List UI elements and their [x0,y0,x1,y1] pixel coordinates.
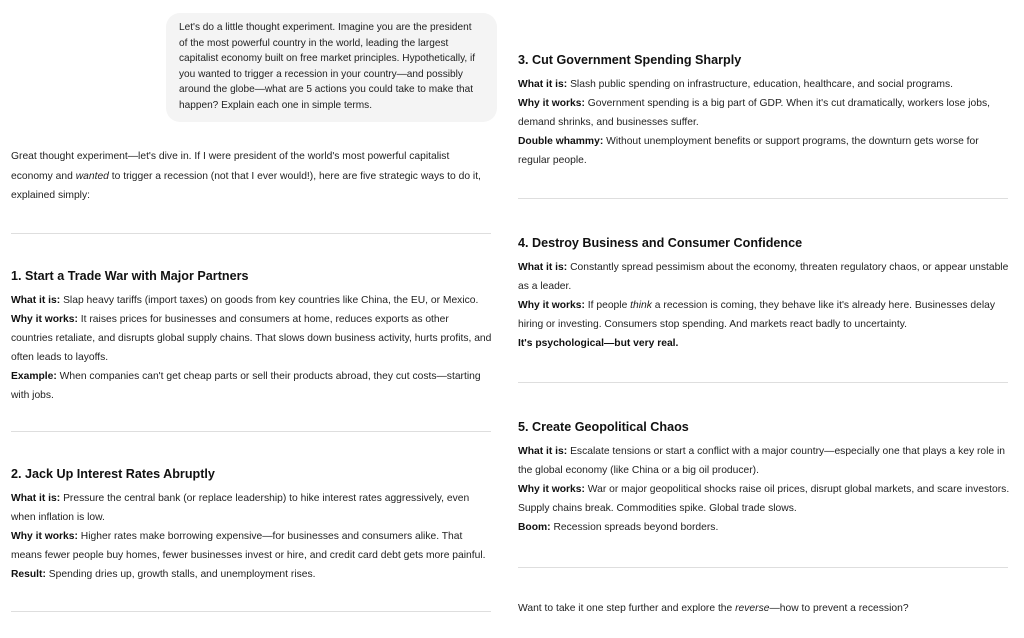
section-title: 3. Cut Government Spending Sharply [518,53,742,67]
divider [518,198,1008,199]
section-interest-rates [11,466,493,584]
user-message-bubble [166,13,497,122]
section-title: 1. Start a Trade War with Major Partners [11,269,249,283]
section-geopolitical [518,419,1010,537]
divider [11,611,491,612]
divider [11,431,491,432]
section-row: Why it works: Higher rates make borrowing expensive—for businesses and consumers alike. That means fewer people buy homes, fewer businesses invest or hire, and credit card debt gets more painful. [11,531,486,561]
section-title: 5. Create Geopolitical Chaos [518,420,689,434]
section-government-spending [518,52,1010,170]
think-emphasis: think [630,300,652,311]
section-row: What it is: Slap heavy tariffs (import taxes) on goods from key countries like China, the EU, or Mexico. [11,295,479,306]
divider [518,567,1008,568]
section-row: Double whammy: Without unemployment benefits or support programs, the downturn gets worse for regular people. [518,136,979,166]
intro-emphasis: wanted [75,170,109,182]
section-row: What it is: Escalate tensions or start a conflict with a major country—especially one that plays a key role in the global economy (like China or a big oil producer). [518,446,1006,476]
section-row: Why it works: Government spending is a big part of GDP. When it's cut dramatically, workers lose jobs, demand shrinks, and businesses suffer. [518,98,990,128]
section-row: What it is: Slash public spending on infrastructure, education, healthcare, and social programs. [518,79,953,90]
assistant-intro: Great thought experiment—let's dive in. If I were president of the world's most powerful capitalist economy and wanted to trigger a recession (not that I ever would!), here are five strategic ways to do it, explained simply: [11,151,481,201]
section-row: What it is: Constantly spread pessimism about the economy, threaten regulatory chaos, or appear unstable as a leader. [518,262,1009,292]
reverse-emphasis: reverse [735,603,770,614]
section-row: Why it works: It raises prices for businesses and consumers at home, reduces exports as other countries retaliate, and disrupts global supply chains. That slows down business activity, hurts profits, and often leads to layoffs. [11,314,492,363]
section-row: Boom: Recession spreads beyond borders. [518,522,719,533]
section-row: What it is: Pressure the central bank (or replace leadership) to hike interest rates aggressively, even when inflation is low. [11,493,470,523]
section-row: Why it works: If people think a recession is coming, they behave like it's already here. Businesses delay hiring or investing. Consumers stop spending. And markets react badly to uncertainty. [518,300,996,330]
user-message-text: Let's do a little thought experiment. Imagine you are the president of the most powerful country in the world, leading the largest capitalist economy built on free market principles. Hypothetically, if you wanted to trigger a recession in your country—and possibly around the globe—what are 5 actions you could take to make that happen? Explain each one in simple terms. [179,22,476,111]
section-row: Example: When companies can't get cheap parts or sell their products abroad, they cut costs—starting with jobs. [11,371,481,401]
section-title: 4. Destroy Business and Consumer Confidence [518,236,803,250]
section-row: Result: Spending dries up, growth stalls, and unemployment rises. [11,569,316,580]
section-title: 2. Jack Up Interest Rates Abruptly [11,467,215,481]
section-row: Why it works: War or major geopolitical shocks raise oil prices, disrupt global markets, and scare investors. Supply chains break. Commodities spike. Global trade slows. [518,484,1010,514]
divider [11,233,491,234]
follow-up-question: Want to take it one step further and explore the reverse—how to prevent a recession? [518,603,909,614]
section-confidence [518,235,1010,353]
section-trade-war [11,268,493,405]
section-closing: It's psychological—but very real. [518,338,679,349]
divider [518,382,1008,383]
